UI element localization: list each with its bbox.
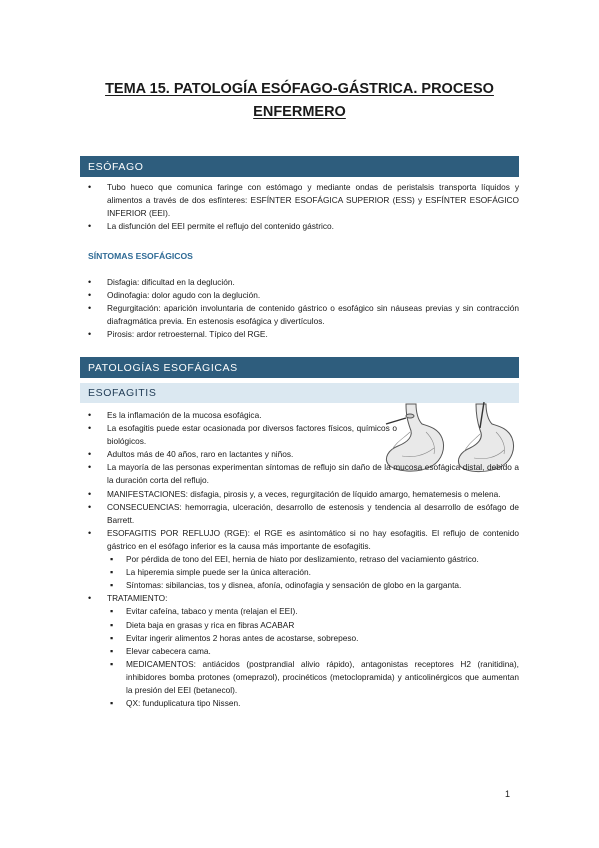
list-item (88, 527, 519, 592)
esofago-list (88, 181, 519, 233)
title-line-2: ENFERMERO (253, 104, 346, 120)
list-item: • Es la inflamación de la mucosa esofágica. (88, 409, 397, 422)
list-item: • La mayoría de las personas experimentan síntomas de reflujo sin daño de la mucosa esofágica distal, debido a la duración corta del reflujo. (88, 461, 519, 487)
list-item: • Pirosis: ardor retroesternal. Típico del RGE. (88, 328, 519, 341)
list-item (88, 592, 519, 710)
sintomas-list (88, 276, 519, 341)
list-item: • Regurgitación: aparición involuntaria de contenido gástrico o esofágico sin náuseas previas y sin contracción diafragmática previa. En estenosis esofágica y divertículos. (88, 302, 519, 328)
section-header-esofago: ESÓFAGO (80, 156, 519, 177)
title-line-1: TEMA 15. PATOLOGÍA ESÓFAGO-GÁSTRICA. PROCESO (105, 81, 494, 97)
rge-text: ESOFAGITIS POR REFLUJO (RGE): el RGE es asintomático si no hay esofagitis. El reflujo de contenido gástrico en el esófago inferior es la causa más importante de esofagitis. (107, 527, 519, 551)
list-item: • Odinofagia: dolor agudo con la deglución. (88, 289, 519, 302)
list-item: • MANIFESTACIONES: disfagia, pirosis y, a veces, regurgitación de líquido amargo, hematemesis o melena. (88, 488, 519, 501)
rge-sublist (107, 553, 519, 592)
sub-list-item: ▪ La hiperemia simple puede ser la única alteración. (107, 566, 519, 579)
tratamiento-sublist (107, 605, 519, 710)
sub-list-item: ▪ Por pérdida de tono del EEI, hernia de hiato por deslizamiento, retraso del vaciamiento gástrico. (107, 553, 519, 566)
list-item: • Disfagia: dificultad en la deglución. (88, 276, 519, 289)
subheading-sintomas: SÍNTOMAS ESOFÁGICOS (88, 251, 193, 261)
document-title (80, 78, 519, 124)
sub-list-item: ▪ MEDICAMENTOS: antiácidos (postprandial alivio rápido), antagonistas receptores H2 (ranitidina), inhibidores bomba protones (omeprazol), procinéticos (metoclopramida) y anticolinérgicos que aumentan la presión del EEI (betanecol). (107, 658, 519, 697)
list-item: • Adultos más de 40 años, raro en lactantes y niños. (88, 448, 397, 461)
sub-list-item: ▪ Evitar cafeína, tabaco y menta (relajan el EEI). (107, 605, 519, 618)
tratamiento-label: TRATAMIENTO: (107, 593, 168, 604)
list-item: • Tubo hueco que comunica faringe con estómago y mediante ondas de peristalsis transporta líquidos y alimentos a través de dos esfínteres: ESFÍNTER ESOFÁGICA SUPERIOR (ESS) y ESFÍNTER ESOFÁGICO INFERIOR (EEI). (88, 181, 519, 220)
esofagitis-list (88, 409, 519, 710)
sub-list-item: ▪ Elevar cabecera cama. (107, 645, 519, 658)
sub-list-item: ▪ Síntomas: sibilancias, tos y disnea, afonía, odinofagia y sensación de globo en la garganta. (107, 579, 519, 592)
list-item: • CONSECUENCIAS: hemorragia, ulceración, desarrollo de estenosis y tendencia al desarrollo de esófago de Barrett. (88, 501, 519, 527)
page-number: 1 (505, 789, 511, 799)
sub-list-item: ▪ Evitar ingerir alimentos 2 horas antes de acostarse, sobrepeso. (107, 632, 519, 645)
sub-list-item: ▪ Dieta baja en grasas y rica en fibras ACABAR (107, 619, 519, 632)
section-header-esofagitis: ESOFAGITIS (80, 383, 519, 403)
sub-list-item: ▪ QX: funduplicatura tipo Nissen. (107, 697, 519, 710)
section-header-patologias: PATOLOGÍAS ESOFÁGICAS (80, 357, 519, 378)
list-item: • La disfunción del EEI permite el reflujo del contenido gástrico. (88, 220, 519, 233)
list-item: • La esofagitis puede estar ocasionada por diversos factores físicos, químicos o biológicos. (88, 422, 397, 448)
